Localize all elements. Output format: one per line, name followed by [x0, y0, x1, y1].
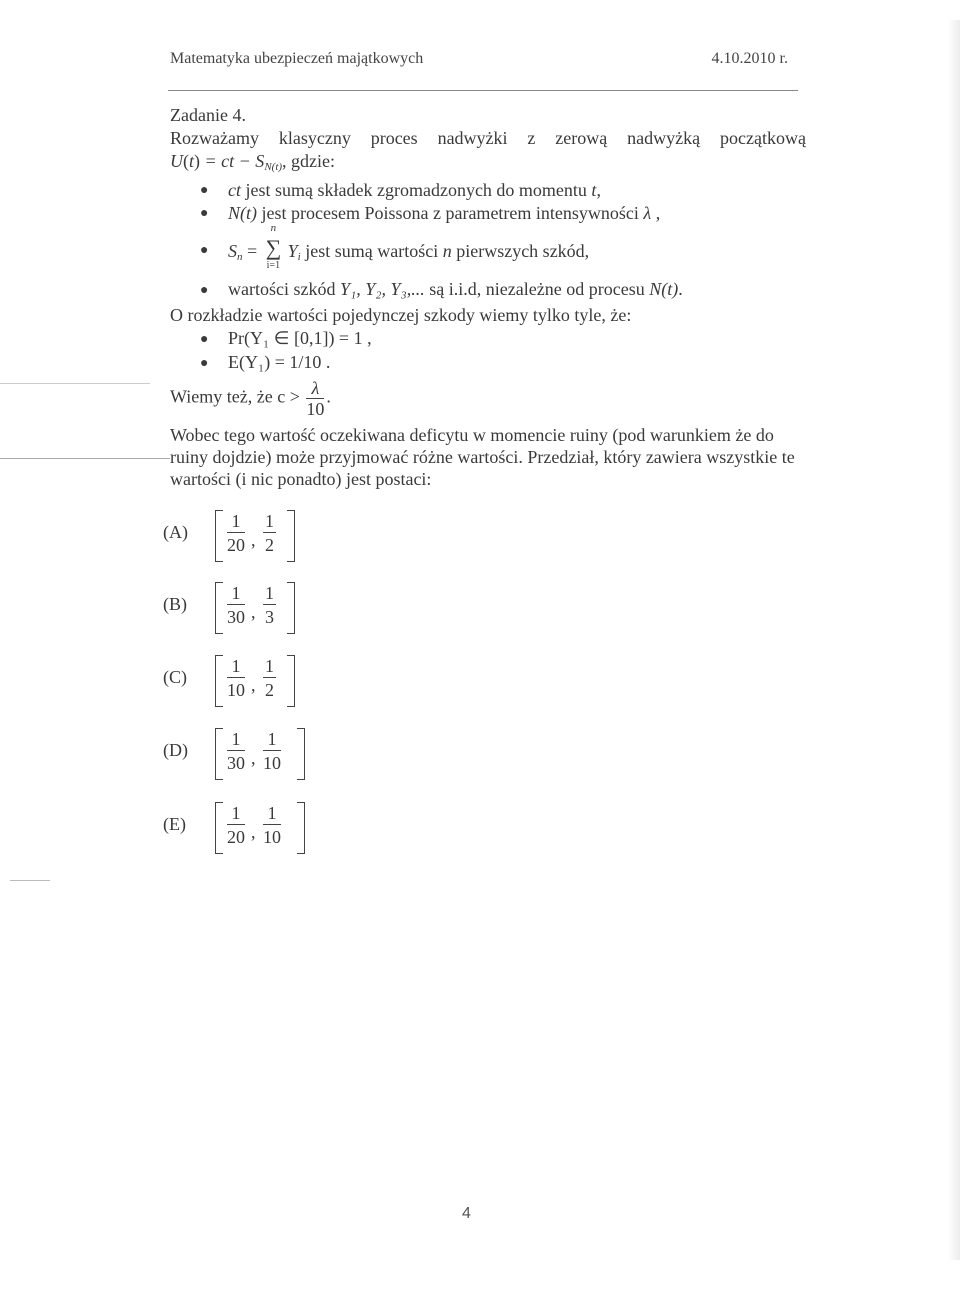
sub-n: n: [237, 251, 243, 263]
formula-U: U: [170, 151, 183, 171]
scan-artifact-line: [0, 383, 150, 384]
punct: ,: [596, 180, 601, 200]
option-label: (A): [163, 522, 188, 542]
bullet-text: jest sumą składek zgromadzonych do momentu: [245, 180, 587, 200]
bullet-text: wartości szkód: [228, 279, 336, 299]
left-bracket: [215, 510, 223, 562]
fraction-upper: [263, 728, 281, 775]
punct: .: [678, 279, 683, 299]
fraction-upper: [263, 510, 276, 557]
fraction-denominator: 2: [265, 535, 274, 555]
intro-word: nadwyżką: [627, 128, 701, 148]
fraction-denominator: 10: [306, 399, 325, 419]
var-lambda: λ: [643, 203, 652, 223]
fraction-numerator: 1: [265, 583, 274, 603]
fraction-denominator: 10: [227, 680, 245, 700]
fraction-denominator: 20: [227, 535, 245, 555]
left-bracket: [215, 582, 223, 634]
fraction-lower: [227, 802, 245, 849]
fraction-numerator: 1: [227, 582, 245, 605]
fraction-lambda-10: [306, 378, 324, 419]
var-Nt: N(t): [228, 203, 257, 223]
bullet-dot: ●: [200, 206, 209, 221]
intro-word: nadwyżki: [437, 128, 508, 148]
interval: [215, 582, 295, 634]
intro-formula: U(t) = ct − $S_{N(t)}$, gdzie:: [170, 151, 336, 173]
sum-symbol: n ∑ i=1: [265, 222, 282, 271]
right-bracket: [297, 728, 305, 780]
punct: .: [326, 386, 331, 407]
question-line-2: ruiny dojdzie) może przyjmować różne wartości. Przedział, który zawiera wszystkie te: [170, 447, 795, 467]
var-Y: Y: [287, 241, 298, 261]
fraction-denominator: 2: [265, 680, 274, 700]
interval-comma: ,: [251, 748, 256, 768]
dist-bullet-mean: E(Y₁) = 1/10 .: [228, 352, 331, 372]
interval-comma: ,: [251, 822, 256, 842]
intro-word: proces: [370, 128, 418, 148]
sum-lower: i=1: [266, 260, 281, 271]
option-label: (B): [163, 594, 187, 614]
header-title: Matematyka ubezpieczeń majątkowych: [170, 50, 424, 67]
var-S: S: [228, 241, 237, 261]
option-label: (E): [163, 814, 186, 834]
fraction-numerator: 1: [227, 802, 245, 825]
scan-edge-shadow: [948, 20, 960, 1260]
bullet-Sn: [228, 222, 590, 271]
fraction-numerator: 1: [227, 655, 245, 678]
equals: =: [247, 241, 258, 261]
fraction-upper: [263, 655, 276, 702]
task-title: Zadanie 4.: [170, 105, 246, 125]
right-bracket: [287, 510, 295, 562]
sum-upper: n: [270, 222, 277, 234]
bullet-dot: ●: [200, 183, 209, 198]
intro-word: zerową: [555, 128, 608, 148]
bullet-ct: [228, 180, 601, 201]
fraction-numerator: 1: [263, 728, 281, 751]
intro-word: początkową: [719, 128, 806, 148]
right-bracket: [287, 655, 295, 707]
bullet-text: pierwszych szkód,: [456, 241, 590, 261]
left-bracket: [215, 655, 223, 707]
fraction-denominator: 10: [263, 827, 281, 847]
left-bracket: [215, 728, 223, 780]
dist-bullet-pr: Pr(Y₁ ∈ [0,1]) = 1 ,: [228, 328, 372, 348]
formula-gdzie: , gdzie:: [282, 151, 336, 171]
fraction-lower: [227, 510, 245, 557]
var-t: t: [591, 180, 597, 200]
punct: ,: [655, 203, 661, 223]
scan-artifact-line: [10, 880, 50, 881]
bullet-text: jest procesem Poissona z parametrem intensywności: [261, 203, 639, 223]
bullet-dot: ●: [200, 243, 209, 258]
fraction-upper: [263, 802, 281, 849]
fraction-denominator: 10: [263, 753, 281, 773]
intro-line-1: [170, 128, 806, 149]
known-condition: [170, 378, 331, 419]
distribution-intro: O rozkładzie wartości pojedynczej szkody wiemy tylko tyle, że:: [170, 305, 632, 325]
var-ct: ct: [228, 180, 241, 200]
bullet-text: są i.i.d, niezależne od procesu: [429, 279, 645, 299]
right-bracket: [297, 802, 305, 854]
bullet-dot: ●: [200, 283, 209, 298]
fraction-numerator: 1: [263, 802, 281, 825]
bullet-dot: ●: [200, 332, 209, 347]
bullet-dot: ●: [200, 356, 209, 371]
formula-subscript: N(t): [264, 161, 283, 173]
option-label: (D): [163, 740, 188, 760]
right-bracket: [287, 582, 295, 634]
sub-i: i: [297, 251, 301, 263]
interval-comma: ,: [251, 675, 256, 695]
intro-word: z: [527, 128, 536, 148]
fraction-numerator: 1: [227, 510, 245, 533]
fraction-lower: [227, 655, 245, 702]
question-line-3: wartości (i nic ponadto) jest postaci:: [170, 469, 432, 489]
var-Y-seq: Y₁, Y₂, Y₃,...: [339, 279, 425, 299]
fraction-lower: [227, 728, 245, 775]
fraction-numerator: 1: [265, 511, 274, 531]
fraction-denominator: 20: [227, 827, 245, 847]
interval-comma: ,: [251, 530, 256, 550]
fraction-numerator: λ: [306, 378, 324, 399]
var-Nt: N(t): [649, 279, 679, 299]
known-text: Wiemy też, że c >: [170, 386, 300, 407]
interval: [215, 802, 305, 854]
fraction-numerator: 1: [265, 656, 274, 676]
intro-word: klasyczny: [278, 128, 351, 148]
interval: [215, 655, 295, 707]
interval: [215, 728, 305, 780]
interval-comma: ,: [251, 602, 256, 622]
bullet-Nt: [228, 203, 660, 224]
header-rule: [168, 90, 798, 91]
left-bracket: [215, 802, 223, 854]
formula-t: t: [189, 151, 195, 171]
intro-word: Rozważamy: [170, 128, 259, 148]
option-label: (C): [163, 667, 187, 687]
fraction-denominator: 30: [227, 607, 245, 627]
fraction-numerator: 1: [227, 728, 245, 751]
fraction-denominator: 3: [265, 607, 274, 627]
fraction-lower: [227, 582, 245, 629]
page-header: [170, 50, 788, 72]
page-number: 4: [462, 1205, 471, 1222]
fraction-upper: [263, 582, 276, 629]
bullet-Y-iid: [228, 279, 683, 300]
var-n: n: [442, 241, 452, 261]
scan-artifact-line: [0, 458, 170, 459]
fraction-denominator: 30: [227, 753, 245, 773]
bullet-text: jest sumą wartości: [305, 241, 439, 261]
header-date: 4.10.2010 r.: [711, 50, 788, 67]
interval: [215, 510, 295, 562]
question-line-1: Wobec tego wartość oczekiwana deficytu w momencie ruiny (pod warunkiem że do: [170, 425, 774, 445]
formula-rest: = ct − S: [204, 151, 265, 171]
